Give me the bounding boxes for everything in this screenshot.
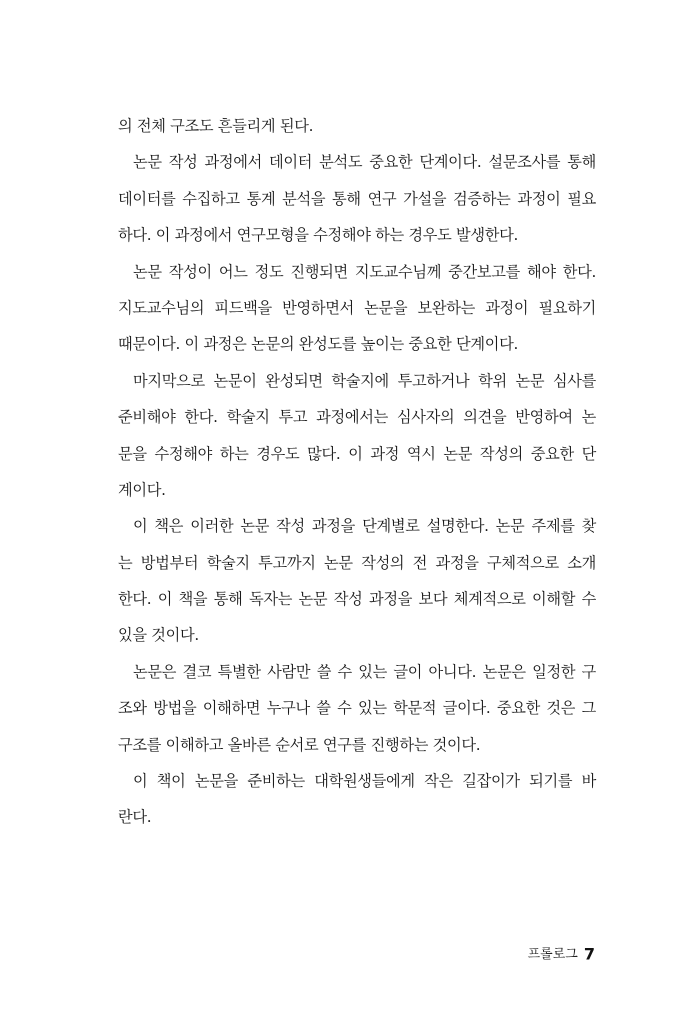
paragraph-first-line: 이 책은 이러한 논문 작성 과정을 단계별로 설명한다. 논문 주제를 찾 [133,517,596,536]
paragraph-first-line: 마지막으로 논문이 완성되면 학술지에 투고하거나 학위 논문 심사를 [133,371,596,390]
text-line: 때문이다. 이 과정은 논문의 완성도를 높이는 중요한 단계이다. [118,335,519,354]
text-line: 계이다. [118,480,166,499]
section-title: 프롤로그 [527,946,578,962]
paragraph-first-line: 논문 작성 과정에서 데이터 분석도 중요한 단계이다. 설문조사를 통해 [133,153,596,172]
text-line: 하다. 이 과정에서 연구모형을 수정해야 하는 경우도 발생한다. [118,226,519,245]
page-body-text [118,108,596,836]
text-line: 있을 것이다. [118,626,199,645]
text-line: 데이터를 수집하고 통계 분석을 통해 연구 가설을 검증하는 과정이 필요 [118,189,596,208]
text-line: 문을 수정해야 하는 경우도 많다. 이 과정 역시 논문 작성의 중요한 단 [118,444,596,463]
page-number: 7 [583,944,595,964]
text-line: 준비해야 한다. 학술지 투고 과정에서는 심사자의 의견을 반영하여 논 [118,408,596,427]
text-line: 지도교수님의 피드백을 반영하면서 논문을 보완하는 과정이 필요하기 [118,298,596,317]
paragraph-first-line: 논문은 결코 특별한 사람만 쓸 수 있는 글이 아니다. 논문은 일정한 구 [133,662,596,681]
text-line: 한다. 이 책을 통해 독자는 논문 작성 과정을 보다 체계적으로 이해할 수 [118,590,596,609]
text-line: 는 방법부터 학술지 투고까지 논문 작성의 전 과정을 구체적으로 소개 [118,553,596,572]
paragraph-first-line: 이 책이 논문을 준비하는 대학원생들에게 작은 길잡이가 되기를 바 [133,772,596,791]
text-line: 의 전체 구조도 흔들리게 된다. [118,117,314,135]
text-line: 조와 방법을 이해하면 누구나 쓸 수 있는 학문적 글이다. 중요한 것은 그 [118,699,596,718]
page-footer [528,942,595,966]
text-line: 란다. [118,808,152,827]
paragraph-first-line: 논문 작성이 어느 정도 진행되면 지도교수님께 중간보고를 해야 한다. [133,262,596,281]
text-line: 구조를 이해하고 올바른 순서로 연구를 진행하는 것이다. [118,735,481,754]
